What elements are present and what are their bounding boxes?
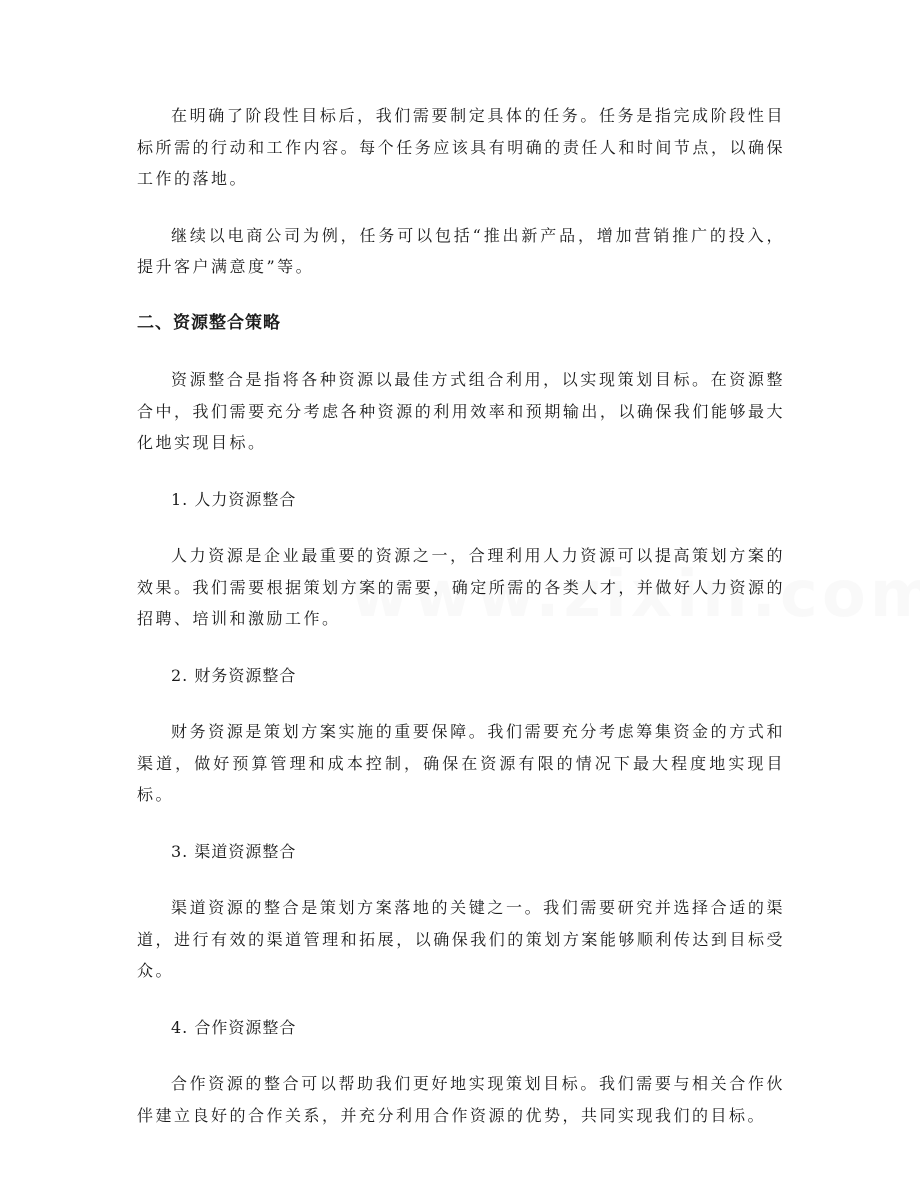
paragraph-financial-resources: 财务资源是策划方案实施的重要保障。我们需要充分考虑筹集资金的方式和渠道，做好预算管理和成本控制，确保在资源有限的情况下最大程度地实现目标。	[137, 722, 785, 804]
paragraph-resource-integration-intro: 资源整合是指将各种资源以最佳方式组合利用，以实现策划目标。在资源整合中，我们需要充分考虑各种资源的利用效率和预期输出，以确保我们能够最大化地实现目标。	[137, 370, 785, 452]
subheading-partnership-resources: 4. 合作资源整合	[171, 1017, 297, 1037]
section-heading-resource-integration: 二、资源整合策略	[137, 312, 281, 333]
paragraph-human-resources: 人力资源是企业最重要的资源之一，合理利用人力资源可以提高策划方案的效果。我们需要根据策划方案的需要，确定所需的各类人才，并做好人力资源的招聘、培训和激励工作。	[137, 546, 785, 628]
subheading-financial-resources: 2. 财务资源整合	[171, 665, 297, 685]
paragraph-channel-resources: 渠道资源的整合是策划方案落地的关键之一。我们需要研究并选择合适的渠道，进行有效的渠道管理和拓展，以确保我们的策划方案能够顺利传达到目标受众。	[137, 898, 785, 980]
subheading-channel-resources: 3. 渠道资源整合	[171, 841, 297, 861]
paragraph-ecommerce-example: 继续以电商公司为例，任务可以包括“推出新产品，增加营销推广的投入，提升客户满意度”等。	[137, 225, 785, 276]
paragraph-tasks: 在明确了阶段性目标后，我们需要制定具体的任务。任务是指完成阶段性目标所需的行动和工作内容。每个任务应该具有明确的责任人和时间节点，以确保工作的落地。	[137, 106, 785, 188]
subheading-human-resources: 1. 人力资源整合	[171, 489, 297, 509]
paragraph-partnership-resources: 合作资源的整合可以帮助我们更好地实现策划目标。我们需要与相关合作伙伴建立良好的合作关系，并充分利用合作资源的优势，共同实现我们的目标。	[137, 1074, 785, 1125]
document-page	[137, 100, 785, 1131]
